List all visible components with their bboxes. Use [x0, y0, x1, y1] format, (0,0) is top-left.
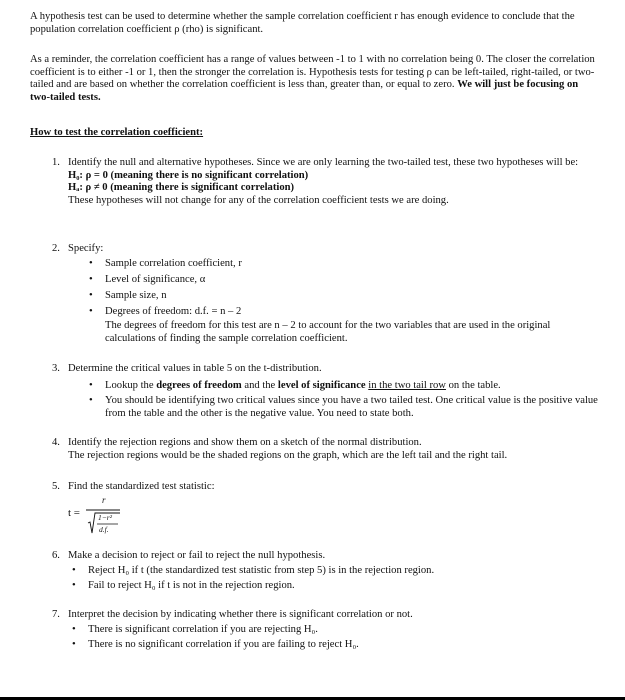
bullet-text: Reject H₀ if t (the standardized test statistic from step 5) is in the rejection region. — [88, 565, 435, 576]
bullet-icon: • — [89, 258, 93, 269]
step-7-number: 7. — [52, 609, 60, 620]
bullet-text: Sample correlation coefficient, r — [105, 258, 242, 269]
bullet-text: Level of significance, α — [105, 274, 206, 285]
bullet-icon: • — [89, 380, 93, 391]
intro-text-2-body: As a reminder, the correlation coefficient has a range of values between -1 to 1 with no correlation being 0. The closer the correlation coefficient is to either -1 or 1, then the stronger the correlation is. Hypothesis tests for testing ρ can be left-tailed, right-tailed, or two-tailed and are based on whether the correlation coefficient is less than, greater than, or equal to zero. — [30, 54, 595, 91]
step-3-number: 3. — [52, 363, 60, 374]
bullet-icon: • — [89, 274, 93, 285]
step-4 — [68, 437, 608, 462]
bullet-text: Degrees of freedom: d.f. = n – 2 — [105, 306, 242, 317]
step-6 — [68, 550, 608, 563]
bullet-icon: • — [72, 565, 76, 576]
formula-numerator: r — [102, 495, 106, 505]
bullet-icon: • — [72, 624, 76, 635]
bullet-text: Lookup the degrees of freedom and the level of significance in the two tail row on the table. — [105, 380, 501, 391]
bullet-text: You should be identifying two critical values since you have a two tailed test. One critical value is the positive value from the table and the other is the negative value. You need to state both. — [105, 395, 598, 419]
intro-text-2 — [30, 54, 598, 104]
step-1 — [68, 157, 608, 207]
step-5 — [68, 481, 608, 494]
test-statistic-formula — [68, 494, 148, 538]
formula-inner-numerator: 1−r² — [98, 513, 112, 522]
step-4-note: The rejection regions would be the shaded regions on the graph, which are the left tail and the right tail. — [68, 449, 508, 461]
t-equals: t = — [68, 507, 81, 519]
step-1-number: 1. — [52, 157, 60, 168]
bullet-icon: • — [72, 580, 76, 591]
bullet-text: Sample size, n — [105, 290, 167, 301]
bullet-icon: • — [89, 290, 93, 301]
step-2-note: The degrees of freedom for this test are n – 2 to account for the two variables that are used in the original calculations of finding the sample correlation coefficient. — [105, 320, 551, 344]
section-heading — [30, 127, 203, 140]
bullet-text: There is no significant correlation if you are failing to reject H₀. — [88, 639, 359, 650]
null-hypothesis: H₀: ρ = 0 (meaning there is no significant correlation) — [68, 169, 309, 181]
step-3 — [68, 363, 608, 376]
step-5-text: Find the standardized test statistic: — [68, 481, 215, 492]
section-heading-text: How to test the correlation coefficient: — [30, 127, 204, 138]
step-2-number: 2. — [52, 243, 60, 254]
step-7-text: Interpret the decision by indicating whether there is significant correlation or not. — [68, 609, 413, 620]
step-1-note: These hypotheses will not change for any of the correlation coefficient tests we are doing. — [68, 194, 449, 206]
step-1-text: Identify the null and alternative hypotheses. Since we are only learning the two-tailed test, these two hypotheses will be: — [68, 157, 579, 168]
step-2-text: Specify: — [68, 243, 104, 254]
intro-paragraph-2 — [30, 54, 598, 104]
step-6-text: Make a decision to reject or fail to reject the null hypothesis. — [68, 550, 326, 561]
step-2 — [68, 243, 608, 256]
alternative-hypothesis: Hₐ: ρ ≠ 0 (meaning there is significant correlation) — [68, 182, 295, 194]
formula-inner-denominator: d.f. — [99, 525, 109, 534]
step-6-number: 6. — [52, 550, 60, 561]
step-5-number: 5. — [52, 481, 60, 492]
bullet-icon: • — [89, 395, 93, 406]
intro-text-2-bold: We will just be focusing on two-tailed tests. — [30, 79, 579, 103]
step-3-text: Determine the critical values in table 5 on the t-distribution. — [68, 363, 322, 374]
step-4-number: 4. — [52, 437, 60, 448]
bullet-text: Fail to reject H₀ if t is not in the rejection region. — [88, 580, 295, 591]
bullet-icon: • — [72, 639, 76, 650]
intro-text-1: A hypothesis test can be used to determine whether the sample correlation coefficient r has enough evidence to conclude that the population correlation coefficient ρ (rho) is significant. — [30, 11, 575, 35]
bullet-icon: • — [89, 306, 93, 317]
intro-paragraph-1 — [30, 11, 598, 36]
fraction-and-sqrt-icon — [82, 494, 142, 538]
step-7 — [68, 609, 608, 622]
bullet-text: There is significant correlation if you are rejecting H₀. — [88, 624, 318, 635]
step-4-text: Identify the rejection regions and show them on a sketch of the normal distribution. — [68, 437, 422, 448]
